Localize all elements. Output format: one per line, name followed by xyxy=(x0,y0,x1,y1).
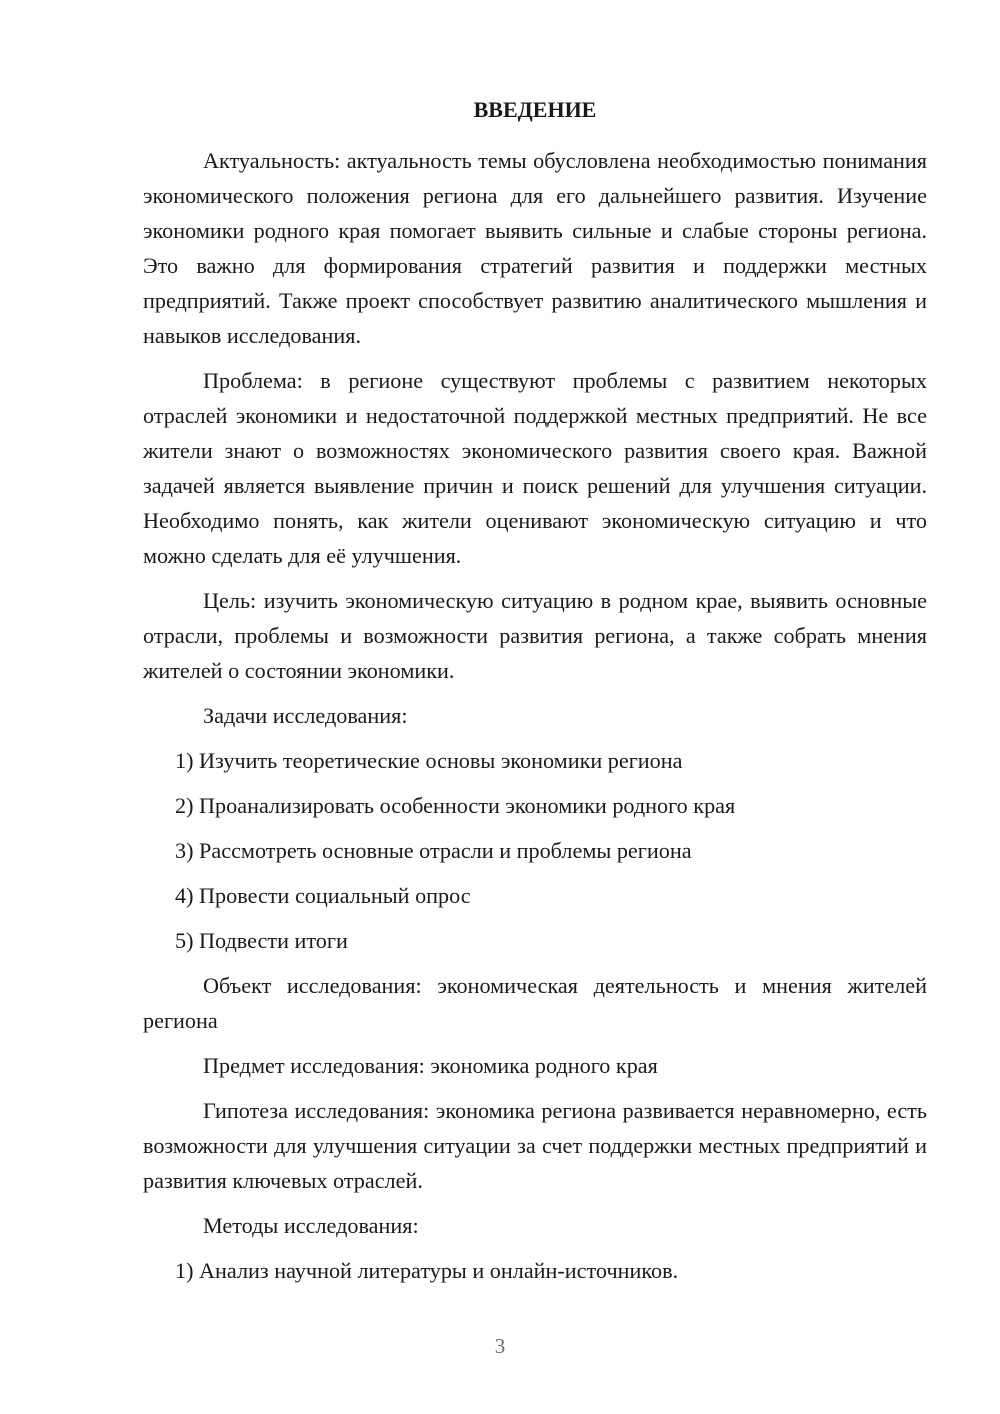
paragraph-hypothesis: Гипотеза исследования: экономика региона развивается неравномерно, есть возможности для улучшения ситуации за счет поддержки местных предприятий и развития ключевых отраслей. xyxy=(143,1098,927,1193)
task-item-5: 5) Подвести итоги xyxy=(175,928,348,953)
task-item-2: 2) Проанализировать особенности экономики родного края xyxy=(175,793,736,818)
paragraph-problem: Проблема: в регионе существуют проблемы с развитием некоторых отраслей экономики и недостаточной поддержкой местных предприятий. Не все жители знают о возможностях экономического развития своего края. Важной задачей является выявление причин и поиск решений для улучшения ситуации. Необходимо понять, как жители оценивают экономическую ситуацию и что можно сделать для её улучшения. xyxy=(143,368,927,568)
task-item-3: 3) Рассмотреть основные отрасли и проблемы региона xyxy=(175,838,692,863)
section-heading: ВВЕДЕНИЕ xyxy=(473,97,597,122)
paragraph-goal: Цель: изучить экономическую ситуацию в родном крае, выявить основные отрасли, проблемы и возможности развития региона, а также собрать мнения жителей о состоянии экономики. xyxy=(143,588,927,683)
paragraph-subject: Предмет исследования: экономика родного края xyxy=(203,1053,658,1078)
document-page xyxy=(143,92,927,1298)
task-item-4: 4) Провести социальный опрос xyxy=(175,883,471,908)
tasks-list xyxy=(143,743,927,958)
page-number: 3 xyxy=(494,1334,506,1358)
paragraph-object: Объект исследования: экономическая деятельность и мнения жителей региона xyxy=(143,973,927,1033)
method-item-1: 1) Анализ научной литературы и онлайн-источников. xyxy=(175,1258,679,1283)
tasks-label: Задачи исследования: xyxy=(203,703,408,728)
task-item-1: 1) Изучить теоретические основы экономики региона xyxy=(175,748,683,773)
paragraph-relevance: Актуальность: актуальность темы обусловлена необходимостью понимания экономического положения региона для его дальнейшего развития. Изучение экономики родного края помогает выявить сильные и слабые стороны региона. Это важно для формирования стратегий развития и поддержки местных предприятий. Также проект способствует развитию аналитического мышления и навыков исследования. xyxy=(143,148,927,348)
methods-label: Методы исследования: xyxy=(203,1213,419,1238)
methods-list xyxy=(143,1253,927,1288)
